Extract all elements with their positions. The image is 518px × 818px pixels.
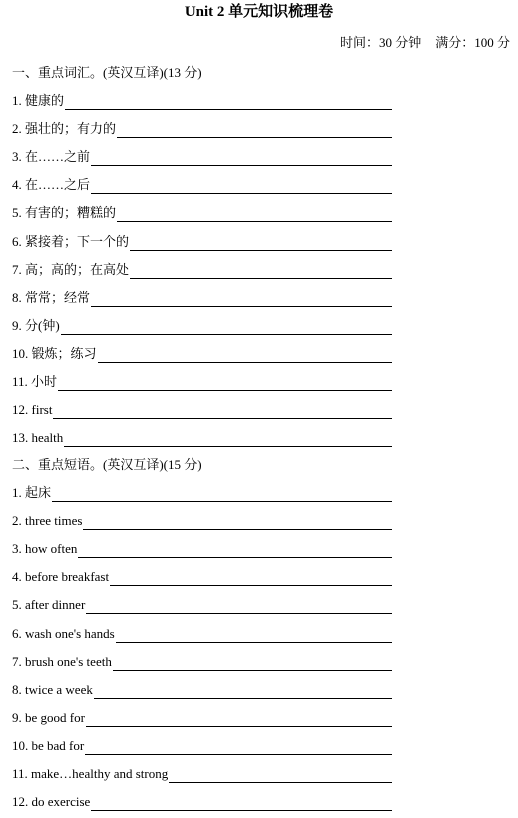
item-prompt: do exercise	[31, 794, 91, 809]
item-number: 9.	[12, 318, 22, 333]
item-number: 4.	[12, 569, 22, 584]
item-prompt: be bad for	[31, 738, 85, 753]
item-prompt: 有害的；糟糕的	[25, 205, 117, 220]
item-number: 9.	[12, 710, 22, 725]
item-prompt: brush one's teeth	[25, 654, 112, 669]
item-prompt: first	[31, 402, 53, 417]
item-prompt: 强壮的；有力的	[25, 121, 117, 136]
item-number: 7.	[12, 262, 22, 277]
item-prompt: 高；高的；在高处	[25, 262, 130, 277]
item-number: 4.	[12, 177, 22, 192]
answer-blank[interactable]	[117, 123, 392, 138]
answer-blank[interactable]	[91, 292, 392, 307]
question-item	[12, 793, 392, 811]
item-prompt: twice a week	[25, 682, 93, 697]
item-prompt: be good for	[25, 710, 85, 725]
item-prompt: 分(钟)	[25, 318, 60, 333]
answer-blank[interactable]	[94, 684, 392, 699]
item-number: 8.	[12, 290, 22, 305]
answer-blank[interactable]	[110, 571, 392, 586]
answer-blank[interactable]	[65, 95, 392, 110]
answer-blank[interactable]	[85, 740, 392, 755]
item-number: 12.	[12, 794, 29, 809]
answer-blank[interactable]	[83, 515, 392, 530]
item-prompt: health	[31, 430, 64, 445]
item-number: 13.	[12, 430, 29, 445]
answer-blank[interactable]	[130, 236, 392, 251]
item-number: 3.	[12, 541, 22, 556]
item-prompt: 起床	[25, 485, 52, 500]
item-number: 11.	[12, 766, 28, 781]
section-heading: 二、重点短语。(英汉互译)(15 分)	[12, 457, 202, 472]
item-number: 10.	[12, 346, 29, 361]
item-number: 3.	[12, 149, 22, 164]
question-item	[12, 204, 392, 222]
question-item	[12, 737, 392, 755]
answer-blank[interactable]	[64, 432, 392, 447]
item-prompt: 小时	[31, 374, 58, 389]
question-item	[12, 148, 392, 166]
section-heading: 一、重点词汇。(英汉互译)(13 分)	[12, 65, 202, 80]
item-prompt: after dinner	[25, 597, 86, 612]
item-number: 2.	[12, 513, 22, 528]
answer-blank[interactable]	[86, 712, 392, 727]
question-item	[12, 120, 392, 138]
item-prompt: 健康的	[25, 93, 65, 108]
answer-blank[interactable]	[98, 348, 392, 363]
item-prompt: 紧接着；下一个的	[25, 234, 130, 249]
item-number: 1.	[12, 485, 22, 500]
item-prompt: 常常；经常	[25, 290, 91, 305]
question-item	[12, 233, 392, 251]
answer-blank[interactable]	[91, 179, 392, 194]
item-number: 7.	[12, 654, 22, 669]
item-prompt: how often	[25, 541, 78, 556]
question-item	[12, 429, 392, 447]
question-item	[12, 92, 392, 110]
answer-blank[interactable]	[91, 796, 392, 811]
question-item	[12, 345, 392, 363]
question-item	[12, 484, 392, 502]
answer-blank[interactable]	[117, 207, 392, 222]
question-item	[12, 596, 392, 614]
full-score: 满分：100 分	[435, 35, 510, 50]
item-number: 5.	[12, 205, 22, 220]
item-prompt: 在……之前	[25, 149, 91, 164]
answer-blank[interactable]	[169, 768, 392, 783]
answer-blank[interactable]	[130, 264, 392, 279]
answer-blank[interactable]	[61, 320, 392, 335]
answer-blank[interactable]	[53, 404, 392, 419]
question-item	[12, 653, 392, 671]
item-number: 5.	[12, 597, 22, 612]
page-title: Unit 2 单元知识梳理卷	[184, 4, 334, 20]
item-number: 6.	[12, 234, 22, 249]
item-number: 8.	[12, 682, 22, 697]
question-item	[12, 261, 392, 279]
item-prompt: 锻炼；练习	[31, 346, 97, 361]
question-item	[12, 401, 392, 419]
item-prompt: before breakfast	[25, 569, 110, 584]
question-item	[12, 709, 392, 727]
answer-blank[interactable]	[58, 376, 392, 391]
answer-blank[interactable]	[113, 656, 392, 671]
question-item	[12, 289, 392, 307]
answer-blank[interactable]	[52, 487, 392, 502]
item-number: 10.	[12, 738, 29, 753]
item-prompt: make…healthy and strong	[31, 766, 169, 781]
question-item	[12, 512, 392, 530]
answer-blank[interactable]	[86, 599, 392, 614]
question-item	[12, 373, 392, 391]
question-item	[12, 317, 392, 335]
exam-meta	[340, 34, 510, 52]
answer-blank[interactable]	[116, 628, 392, 643]
question-item	[12, 681, 392, 699]
question-item	[12, 765, 392, 783]
time-limit: 时间：30 分钟	[339, 35, 422, 50]
item-number: 6.	[12, 626, 22, 641]
item-prompt: wash one's hands	[25, 626, 115, 641]
item-number: 1.	[12, 93, 22, 108]
item-number: 2.	[12, 121, 22, 136]
answer-blank[interactable]	[91, 151, 392, 166]
item-number: 11.	[12, 374, 28, 389]
item-prompt: 在……之后	[25, 177, 91, 192]
question-item	[12, 568, 392, 586]
question-item	[12, 176, 392, 194]
question-item	[12, 540, 392, 558]
item-prompt: three times	[25, 513, 83, 528]
item-number: 12.	[12, 402, 29, 417]
question-item	[12, 625, 392, 643]
answer-blank[interactable]	[78, 543, 392, 558]
